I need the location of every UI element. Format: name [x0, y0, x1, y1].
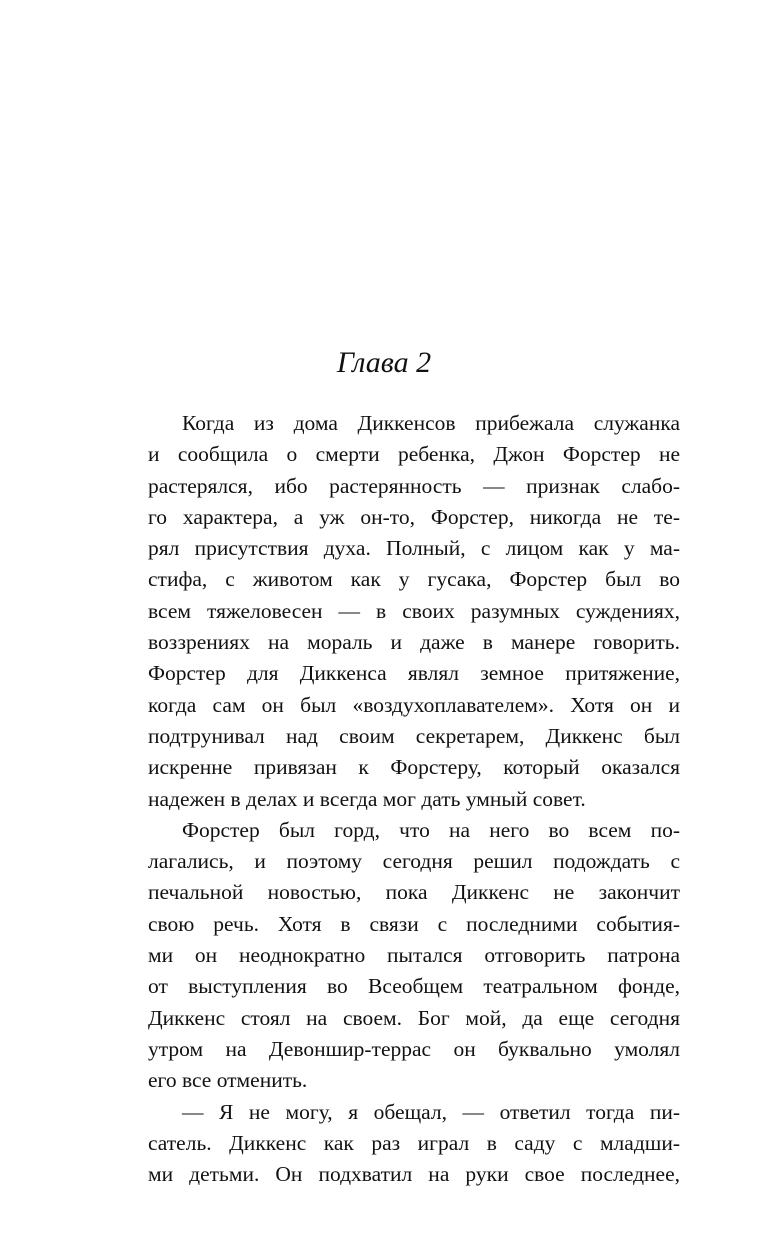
text-line: когда сам он был «воздухоплавателем». Хотя он и [148, 692, 680, 717]
text-line: и сообщила о смерти ребенка, Джон Форстер не [148, 442, 680, 467]
text-line: растерялся, ибо растерянность — признак слабо- [148, 473, 680, 498]
text-line: стифа, с животом как у гусака, Форстер был во [148, 567, 680, 592]
text-line: го характера, а уж он-то, Форстер, никогда не те- [148, 504, 680, 529]
text-line: ми он неоднократно пытался отговорить патрона [148, 943, 680, 968]
text-line: всем тяжеловесен — в своих разумных суждениях, [148, 598, 680, 623]
body-text [148, 408, 680, 1190]
text-line: от выступления во Всеобщем театральном фонде, [148, 974, 680, 999]
text-line: утром на Девоншир-террас он буквально умолял [148, 1036, 680, 1061]
text-line: подтрунивал над своим секретарем, Диккенс был [148, 723, 680, 748]
text-line: сатель. Диккенс как раз играл в саду с младши- [148, 1130, 680, 1155]
text-line: Диккенс стоял на своем. Бог мой, да еще сегодня [148, 1005, 680, 1030]
text-line: воззрениях на мораль и даже в манере говорить. [148, 630, 680, 655]
text-line: надежен в делах и всегда мог дать умный совет. [148, 786, 586, 811]
text-line: — Я не могу, я обещал, — ответил тогда пи- [182, 1099, 680, 1124]
text-line: рял присутствия духа. Полный, с лицом как у ма- [148, 536, 680, 561]
text-line: его все отменить. [148, 1068, 308, 1093]
text-line: печальной новостью, пока Диккенс не закончит [148, 880, 680, 905]
text-line: Форстер был горд, что на него во всем по- [182, 817, 680, 842]
text-line: свою речь. Хотя в связи с последними события- [148, 911, 680, 936]
text-line: ми детьми. Он подхватил на руки свое последнее, [148, 1162, 680, 1187]
chapter-title: Глава 2 [336, 346, 432, 379]
text-line: Форстер для Диккенса являл земное притяжение, [148, 661, 680, 686]
text-line: лагались, и поэтому сегодня решил подождать с [148, 849, 680, 874]
text-line: Когда из дома Диккенсов прибежала служанка [182, 411, 680, 435]
text-line: искренне привязан к Форстеру, который оказался [148, 755, 680, 780]
